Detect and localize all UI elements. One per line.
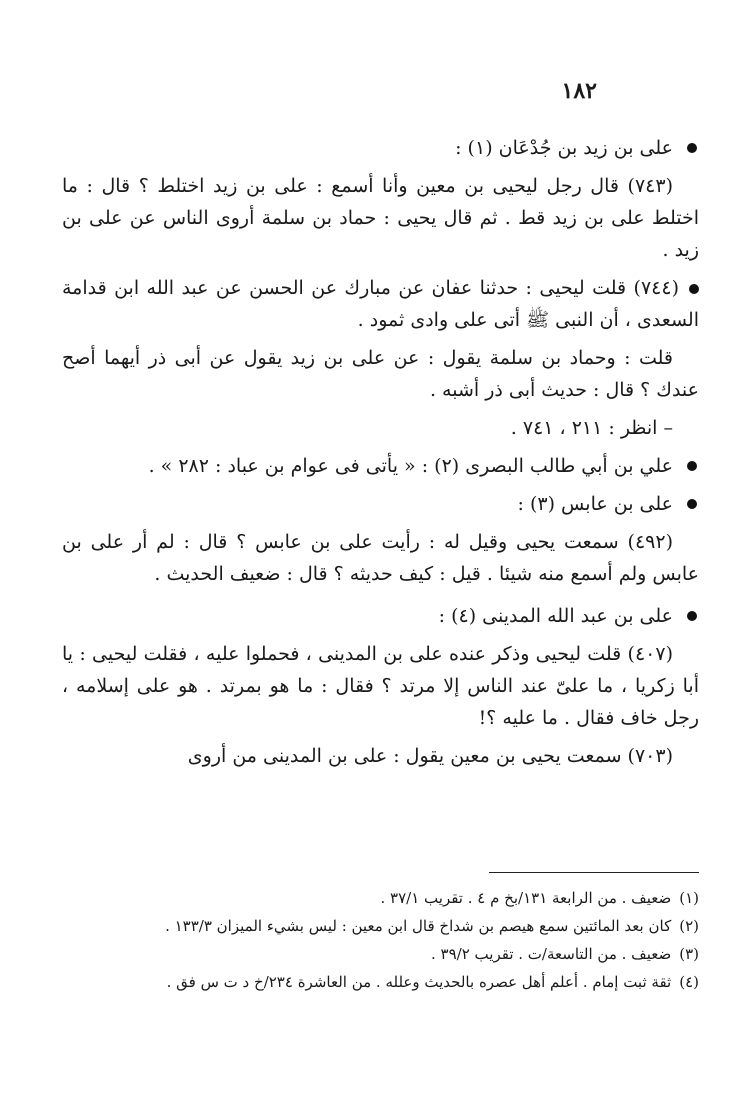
footnote-number: (١) (679, 889, 699, 907)
heading-text: على بن زيد بن جُدْعَان (١) : (455, 137, 673, 159)
footnote (60, 968, 699, 996)
footnote-number: (٢) (679, 917, 699, 935)
footnote (60, 940, 699, 968)
bullet-icon (687, 499, 697, 509)
footnote-text: ثقة ثبت إمام . أعلم أهل عصره بالحديث وعلله . من العاشرة ٢٣٤/خ د ت س فق . (166, 973, 672, 991)
narrator-heading (62, 488, 699, 520)
narration-407: (٤٠٧) قلت ليحيى وذكر عنده على بن المدينى ، فحملوا عليه ، فقلت ليحيى : يا أبا زكريا ، ما علىّ عند الناس إلا مرتد ؟ فقال : ما هو بمرتد . هو على إسلامه ، رجل خاف فقال . ما عليه ؟! (62, 643, 699, 729)
narration-743: (٧٤٣) قال رجل ليحيى بن معين وأنا أسمع : على بن زيد اختلط ؟ قال : ما اختلط على بن زيد قط . ثم قال يحيى : حماد بن سلمة أروى الناس عن على بن زيد . (62, 175, 699, 261)
footnote-number: (٣) (679, 945, 699, 963)
narration-continuation: قلت : وحماد بن سلمة يقول : عن على بن زيد يقول عن أبى ذر أيهما أصح عندك ؟ قال : حديث أبى ذر أشبه . (62, 347, 699, 401)
footnote-text: ضعيف . من الرابعة ١٣١/بخ م ٤ . تقريب ٣٧/١ . (380, 889, 672, 907)
bullet-icon (687, 461, 697, 471)
narrator-heading (62, 600, 699, 632)
narration-492: (٤٩٢) سمعت يحيى وقيل له : رأيت على بن عابس ؟ قال : لم أر على بن عابس ولم أسمع منه شيئا . قيل : كيف حديثه ؟ قال : ضعيف الحديث . (62, 531, 699, 585)
footnotes (60, 884, 699, 996)
footnote (60, 884, 699, 912)
narration-744 (62, 272, 699, 336)
footnote-divider (489, 872, 699, 873)
heading-text: على بن عبد الله المدينى (٤) : (438, 605, 673, 627)
narration-text: (٧٤٤) قلت ليحيى : حدثنا عفان عن مبارك عن الحسن عن عبد الله ابن قدامة السعدى ، أن النبى ﷺ أتى على وادى ثمود . (62, 277, 699, 331)
bullet-icon (687, 143, 697, 153)
bullet-icon (687, 611, 697, 621)
footnote (60, 912, 699, 940)
cross-reference: – انظر : ٢١١ ، ٧٤١ . (510, 417, 673, 439)
narrator-heading (62, 450, 699, 482)
narration-703: (٧٠٣) سمعت يحيى بن معين يقول : على بن المدينى من أروى (187, 745, 673, 767)
footnote-number: (٤) (679, 973, 699, 991)
footnote-text: ضعيف . من التاسعة/ت . تقريب ٣٩/٢ . (431, 945, 672, 963)
footnote-text: كان بعد المائتين سمع هيصم بن شداخ قال ابن معين : ليس بشيء الميزان ١٣٣/٣ . (165, 917, 672, 935)
page-number: ١٨٢ (561, 78, 597, 104)
bullet-icon (689, 284, 699, 294)
main-text (62, 132, 699, 778)
heading-text: علي بن أبي طالب البصرى (٢) : « يأتى فى عوام بن عباد : ٢٨٢ » . (148, 455, 673, 477)
narrator-heading (62, 132, 699, 164)
heading-text: على بن عابس (٣) : (517, 493, 673, 515)
